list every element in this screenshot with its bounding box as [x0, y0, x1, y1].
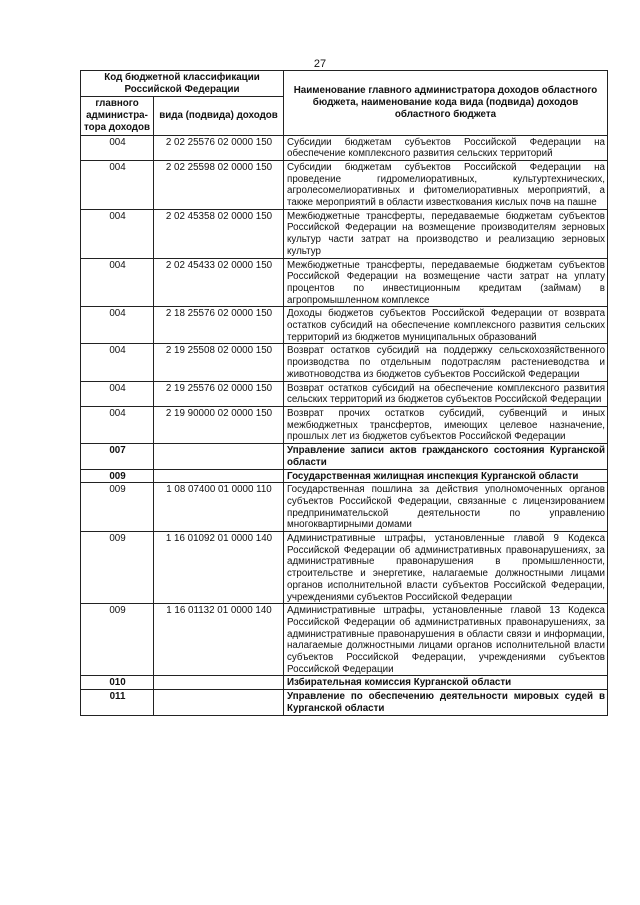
- header-name: Наименование главного администратора доходов областного бюджета, наименование кода вида (подвида) доходов областного бюджета: [284, 71, 608, 136]
- admin-code-cell: 004: [81, 307, 154, 344]
- kind-code-cell: 1 08 07400 01 0000 110: [154, 483, 284, 532]
- kind-code-cell: 2 19 25576 02 0000 150: [154, 381, 284, 406]
- table-row: [81, 483, 608, 532]
- kind-code-cell: 2 02 25598 02 0000 150: [154, 160, 284, 209]
- table-row: [81, 676, 608, 690]
- table-row: [81, 209, 608, 258]
- admin-code-cell: 009: [81, 532, 154, 604]
- admin-code-cell: 010: [81, 676, 154, 690]
- name-cell: Доходы бюджетов субъектов Российской Федерации от возврата остатков субсидий на обеспечение комплексного развития сельских территорий из бюджетов муниципальных образований: [284, 307, 608, 344]
- name-cell: Возврат остатков субсидий на обеспечение комплексного развития сельских территорий из бюджетов субъектов Российской Федерации: [284, 381, 608, 406]
- table-row: [81, 258, 608, 307]
- admin-code-cell: 007: [81, 444, 154, 469]
- kind-code-cell: 2 19 25508 02 0000 150: [154, 344, 284, 381]
- admin-code-cell: 004: [81, 406, 154, 443]
- name-cell: Административные штрафы, установленные главой 9 Кодекса Российской Федерации об административных правонарушениях, за административные правонарушения в промышленности, строительстве и энергетике, налагаемые должностными лицами органов исполнительной власти субъектов Российской Федерации, учреждениями субъектов Российской Федерации: [284, 532, 608, 604]
- table-row: [81, 135, 608, 160]
- name-cell: Государственная пошлина за действия уполномоченных органов субъектов Российской Федерации, связанные с лицензированием предпринимательской деятельности по управлению многоквартирными домами: [284, 483, 608, 532]
- table-row: [81, 532, 608, 604]
- header-classification-group: Код бюджетной классификации Российской Федерации: [81, 71, 284, 97]
- admin-code-cell: 011: [81, 690, 154, 715]
- table-row: [81, 344, 608, 381]
- page-number: 27: [313, 58, 327, 70]
- name-cell: Управление записи актов гражданского состояния Курганской области: [284, 444, 608, 469]
- header-kind-code: вида (подвида) доходов: [154, 97, 284, 135]
- table-row: [81, 406, 608, 443]
- table-body: [81, 135, 608, 715]
- table-header: [81, 71, 608, 136]
- name-cell: Государственная жилищная инспекция Курганской области: [284, 469, 608, 483]
- admin-code-cell: 004: [81, 344, 154, 381]
- kind-code-cell: 2 19 90000 02 0000 150: [154, 406, 284, 443]
- kind-code-cell: 1 16 01092 01 0000 140: [154, 532, 284, 604]
- admin-code-cell: 009: [81, 483, 154, 532]
- kind-code-cell: 2 02 45433 02 0000 150: [154, 258, 284, 307]
- table-row: [81, 690, 608, 715]
- name-cell: Субсидии бюджетам субъектов Российской Федерации на обеспечение комплексного развития сельских территорий: [284, 135, 608, 160]
- admin-code-cell: 009: [81, 604, 154, 676]
- admin-code-cell: 004: [81, 381, 154, 406]
- name-cell: Возврат остатков субсидий на поддержку сельскохозяйственного производства по отдельным подотраслям растениеводства и животноводства из бюджетов субъектов Российской Федерации: [284, 344, 608, 381]
- kind-code-cell: 2 18 25576 02 0000 150: [154, 307, 284, 344]
- name-cell: Административные штрафы, установленные главой 13 Кодекса Российской Федерации об административных правонарушениях, за административные правонарушения в области связи и информации, налагаемые должностными лицами органов исполнительной власти субъектов Российской Федерации, учреждениями субъектов Российской Федерации: [284, 604, 608, 676]
- admin-code-cell: 004: [81, 135, 154, 160]
- name-cell: Межбюджетные трансферты, передаваемые бюджетам субъектов Российской Федерации на возмещение части затрат на уплату процентов по инвестиционным кредитам (займам) в агропромышленном комплексе: [284, 258, 608, 307]
- table-row: [81, 307, 608, 344]
- table-row: [81, 444, 608, 469]
- header-admin-code: главного администра-тора доходов: [81, 97, 154, 135]
- name-cell: Субсидии бюджетам субъектов Российской Федерации на проведение гидромелиоративных, культуртехнических, агролесомелиоративных и фитомелиоративных мероприятий, а также мероприятий в области известкования кислых почв на пашне: [284, 160, 608, 209]
- table-row: [81, 469, 608, 483]
- name-cell: Управление по обеспечению деятельности мировых судей в Курганской области: [284, 690, 608, 715]
- budget-classification-table: [80, 70, 608, 716]
- kind-code-cell: 2 02 45358 02 0000 150: [154, 209, 284, 258]
- name-cell: Избирательная комиссия Курганской области: [284, 676, 608, 690]
- kind-code-cell: [154, 444, 284, 469]
- admin-code-cell: 004: [81, 160, 154, 209]
- table-row: [81, 381, 608, 406]
- admin-code-cell: 009: [81, 469, 154, 483]
- kind-code-cell: 2 02 25576 02 0000 150: [154, 135, 284, 160]
- admin-code-cell: 004: [81, 209, 154, 258]
- admin-code-cell: 004: [81, 258, 154, 307]
- kind-code-cell: [154, 469, 284, 483]
- kind-code-cell: [154, 690, 284, 715]
- table-row: [81, 604, 608, 676]
- kind-code-cell: [154, 676, 284, 690]
- kind-code-cell: 1 16 01132 01 0000 140: [154, 604, 284, 676]
- name-cell: Межбюджетные трансферты, передаваемые бюджетам субъектов Российской Федерации на возмещение производителям зерновых культур части затрат на производство и реализацию зерновых культур: [284, 209, 608, 258]
- table-row: [81, 160, 608, 209]
- name-cell: Возврат прочих остатков субсидий, субвенций и иных межбюджетных трансфертов, имеющих целевое назначение, прошлых лет из бюджетов субъектов Российской Федерации: [284, 406, 608, 443]
